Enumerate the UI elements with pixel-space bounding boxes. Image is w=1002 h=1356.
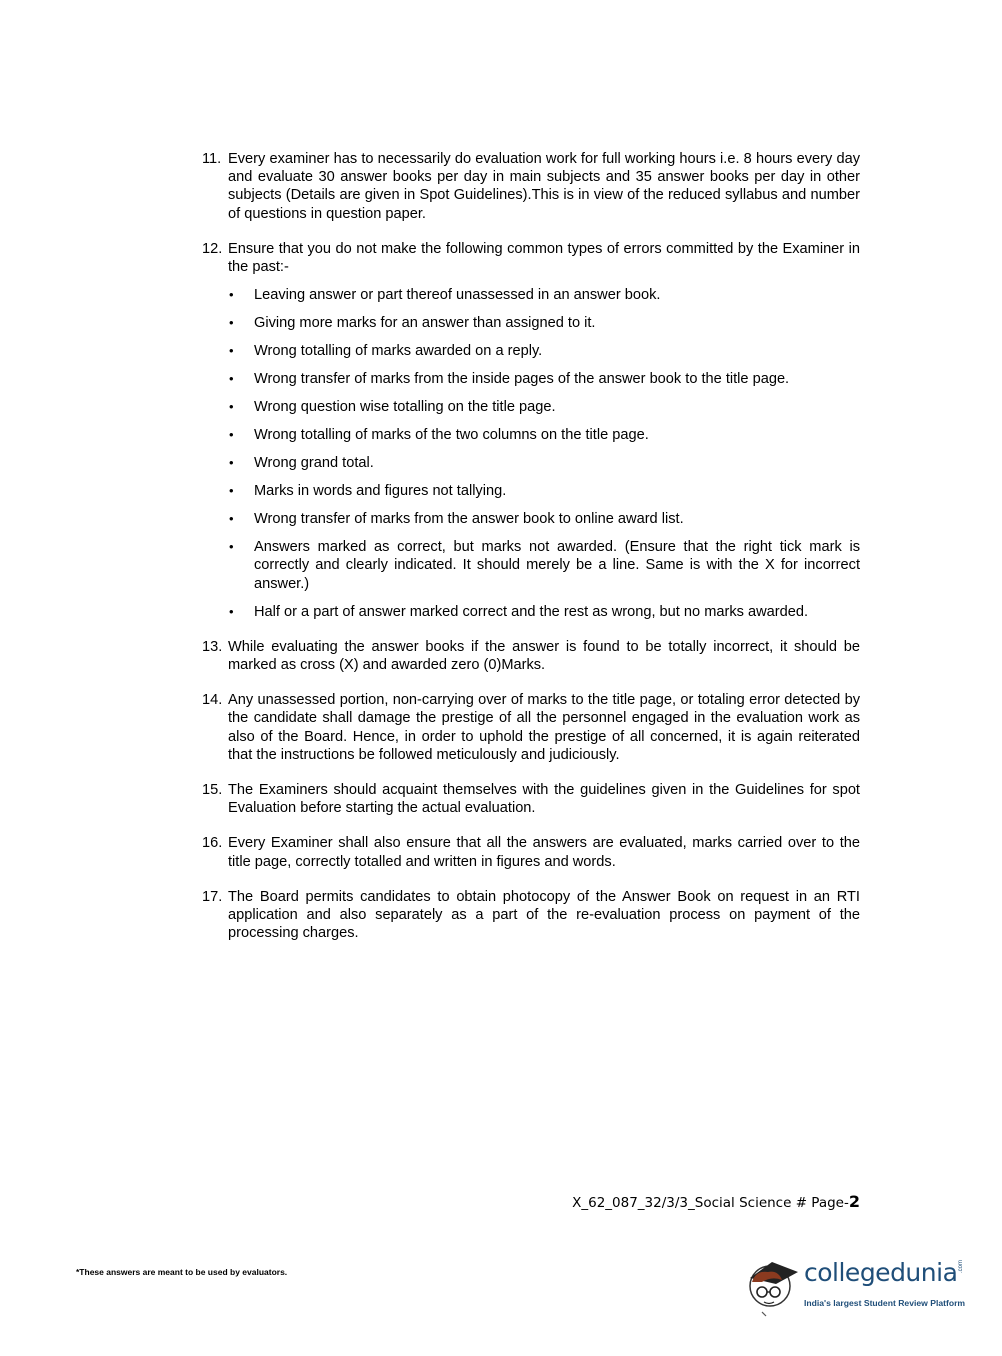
- instruction-16: [202, 834, 860, 870]
- list-item: • Leaving answer or part thereof unassessed in an answer book.: [229, 287, 661, 304]
- list-item: • Wrong transfer of marks from the answer book to online award list.: [229, 511, 684, 528]
- item-text: Every examiner has to necessarily do evaluation work for full working hours i.e. 8 hours every day and evaluate 30 answer books per day in main subjects and 35 answer books per day in other subjects (Details are given in Spot Guidelines).This is in view of the reduced syllabus and number of questions in question paper.: [228, 151, 860, 222]
- instruction-11: [202, 150, 860, 223]
- page-footer: [572, 1192, 860, 1211]
- instruction-13: [202, 638, 860, 674]
- item-text: While evaluating the answer books if the answer is found to be totally incorrect, it should be marked as cross (X) and awarded zero (0)Marks.: [228, 638, 860, 674]
- page-number: 2: [848, 1192, 860, 1211]
- item-text: The Board permits candidates to obtain photocopy of the Answer Book on request in an RTI application and also separately as a part of the re-evaluation process on payment of the processing charges.: [228, 888, 860, 942]
- list-item: • Marks in words and figures not tallying.: [229, 483, 507, 500]
- instruction-12: [202, 240, 860, 621]
- logo-wordmark: collegedunia: [804, 1258, 958, 1287]
- item-text: The Examiners should acquaint themselves with the guidelines given in the Guidelines for spot Evaluation before starting the actual evaluation.: [228, 782, 860, 817]
- logo-domain: .com: [958, 1260, 964, 1274]
- item-text: Every Examiner shall also ensure that all the answers are evaluated, marks carried over to the title page, correctly totalled and written in figures and words.: [228, 835, 860, 870]
- item-number: 15.: [202, 782, 223, 799]
- mascot-icon: [742, 1248, 804, 1320]
- list-item: • Giving more marks for an answer than assigned to it.: [229, 315, 596, 332]
- item-number: 13.: [202, 638, 223, 655]
- list-item: • Wrong totalling of marks awarded on a reply.: [229, 343, 543, 360]
- instruction-14: [202, 691, 860, 764]
- item-number: 11.: [202, 151, 222, 167]
- list-item: • Wrong transfer of marks from the inside pages of the answer book to the title page.: [229, 371, 790, 388]
- instructions-list: [202, 150, 860, 959]
- item-text: Ensure that you do not make the following common types of errors committed by the Examiner in the past:-: [228, 240, 860, 276]
- item-number: 14.: [202, 692, 223, 709]
- logo-tagline: India's largest Student Review Platform: [804, 1298, 966, 1308]
- list-item: • Half or a part of answer marked correct and the rest as wrong, but no marks awarded.: [229, 603, 809, 620]
- list-item: • Wrong totalling of marks of the two columns on the title page.: [229, 427, 649, 444]
- collegedunia-logo: [742, 1248, 970, 1320]
- page-label: X_62_087_32/3/3_Social Science # Page-: [572, 1195, 849, 1211]
- common-errors-list: [228, 286, 860, 621]
- list-item: • Wrong grand total.: [229, 455, 374, 472]
- evaluator-note: *These answers are meant to be used by evaluators.: [76, 1267, 288, 1277]
- list-item: • Answers marked as correct, but marks not awarded. (Ensure that the right tick mark is correctly and clearly indicated. It should merely be a line. Same is with the X for incorrect answer.): [229, 539, 860, 592]
- instruction-17: [202, 888, 860, 943]
- instruction-15: [202, 781, 860, 817]
- list-item: • Wrong question wise totalling on the title page.: [229, 399, 556, 416]
- item-number: 17.: [202, 888, 223, 905]
- item-text: Any unassessed portion, non-carrying over of marks to the title page, or totaling error detected by the candidate shall damage the prestige of all the personnel engaged in the evaluation work as also of the Board. Hence, in order to uphold the prestige of all concerned, it is again reiterated that the instructions be followed meticulously and judiciously.: [228, 692, 860, 763]
- item-number: 16.: [202, 835, 223, 852]
- item-number: 12.: [202, 240, 223, 257]
